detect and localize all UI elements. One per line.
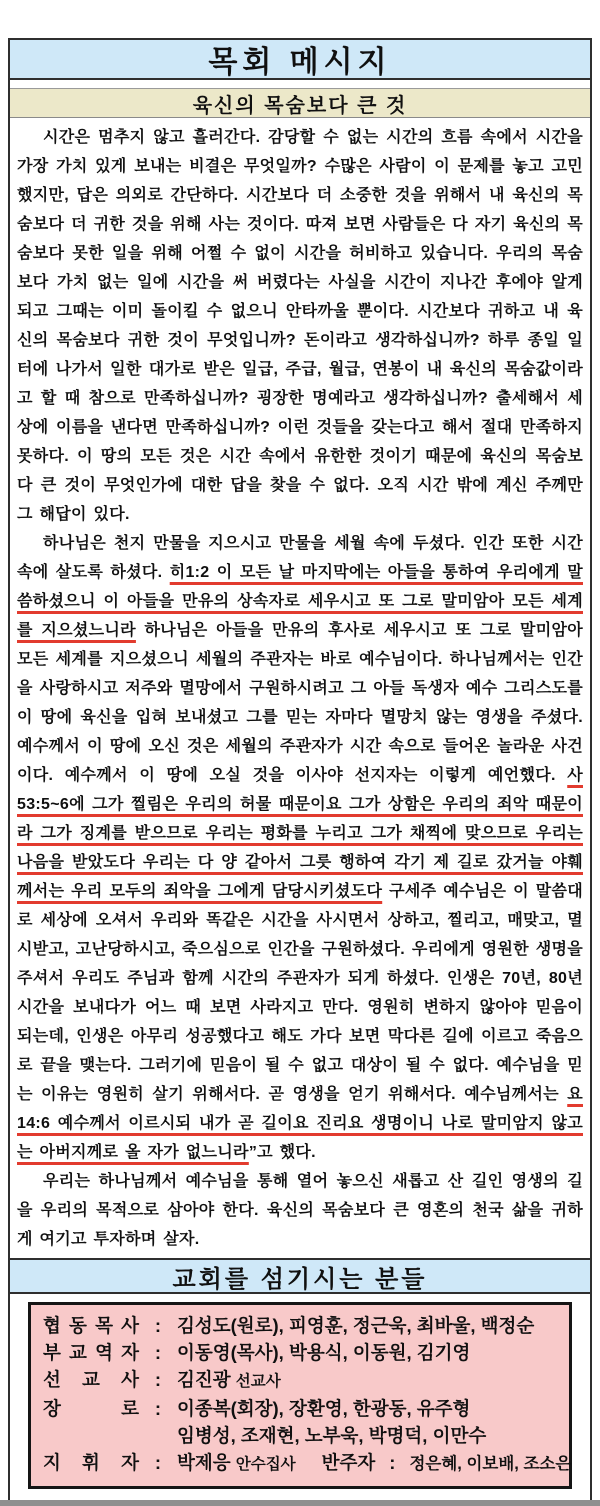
scripture-quote-john: 요14:6 예수께서 이르시되 내가 곧 길이요 진리요 생명이니 나로 말미암지 않고는 아버지께로 올 자가 없느니라 — [17, 1086, 583, 1161]
staff-role-label: 장 로 — [43, 1398, 139, 1419]
staff-area — [10, 1294, 590, 1500]
page-title: 목회 메시지 — [208, 46, 392, 79]
staff-row-associate-pastors — [43, 1312, 561, 1339]
staff-colon: : — [154, 1315, 162, 1336]
conductor-name: 박제응 — [177, 1452, 231, 1473]
staff-names — [177, 1449, 571, 1478]
staff-names — [177, 1395, 561, 1449]
staff-colon: : — [154, 1369, 162, 1390]
servants-section-bar — [10, 1258, 590, 1294]
scripture-quote-isaiah: 사53:5~6에 그가 찔림은 우리의 허물 때문이요 그가 상함은 우리의 죄악 때문이라 그가 징계를 받으므로 우리는 평화를 누리고 그가 채찍에 맞으므로 우리는 나음을 받았도다 우리는 다 양 같아서 그릇 행하여 각기 제 길로 갔거늘 야훼께서는 우리 모두의 죄악을 그에게 담당시키셨도다 — [17, 767, 583, 900]
title-gap — [10, 80, 590, 88]
conductor-title: 안수집사 — [235, 1456, 296, 1473]
staff-roster-box — [28, 1302, 572, 1489]
staff-row-assistant-ministers — [43, 1339, 561, 1366]
paragraph-1: 시간은 멈추지 않고 흘러간다. 감당할 수 없는 시간의 흐름 속에서 시간을 가장 가치 있게 보내는 비결은 무엇일까? 수많은 사람이 이 문제를 놓고 고민했지만, 답은 의외로 간단하다. 시간보다 더 소중한 것을 위해서 내 육신의 목숨보다 더 귀한 것을 위해 사는 것이다. 따져 보면 사람들은 다 자기 육신의 목숨보다 못한 일을 위해 어쩔 수 없이 시간을 허비하고 있습니다. 우리의 목숨보다 가치 없는 일에 시간을 써 버렸다는 사실을 시간이 지나간 후에야 알게 되고 그때는 이미 돌이킬 수 없으니 안타까울 뿐이다. 시간보다 귀하고 내 육신의 목숨보다 귀한 것이 무엇입니까? 돈이라고 생각하십니까? 하루 종일 일터에 나가서 일한 대가로 받은 일급, 주급, 월급, 연봉이 내 육신의 목숨값이라고 할 때 참으로 만족하십니까? 굉장한 명예라고 생각하십니까? 출세해서 세상에 이름을 낸다면 만족하십니까? 이런 것들을 갖는다고 해서 절대 만족하지 못하다. 이 땅의 모든 것은 시간 속에서 유한한 것이기 때문에 육신의 목숨보다 큰 것이 무엇인가에 대한 답을 찾을 수 없다. 오직 시간 밖에 계신 주께만 그 해답이 있다. — [17, 129, 583, 523]
staff-row-elders — [43, 1395, 561, 1449]
elders-line-2: 임병성, 조재현, 노부욱, 박명덕, 이만수 — [177, 1425, 487, 1446]
staff-colon: : — [154, 1398, 162, 1419]
staff-role-label: 선 교 사 — [43, 1369, 139, 1390]
staff-role-label: 협 동 목 사 — [43, 1315, 139, 1336]
servants-section-title: 교회를 섬기시는 분들 — [172, 1265, 428, 1293]
page-bottom-shadow — [0, 1500, 600, 1506]
sermon-title-bar — [10, 88, 590, 118]
sermon-title: 육신의 목숨보다 큰 것 — [192, 94, 408, 117]
accompanist-names: 정은혜, 이보배, 조소은 — [409, 1455, 572, 1473]
p2-text-4: ”고 했다. — [248, 1144, 316, 1161]
paragraph-2 — [17, 529, 583, 1167]
staff-row-conductor — [43, 1449, 572, 1478]
staff-colon: : — [154, 1452, 162, 1473]
staff-colon: : — [389, 1452, 396, 1473]
p2-text-3: 구세주 예수님은 이 말씀대로 세상에 오셔서 우리와 똑같은 시간을 사시면서 상하고, 찔리고, 매맞고, 멸시받고, 고난당하시고, 죽으심으로 인간을 구원하셨다. 우리에게 영원한 생명을 주셔서 우리도 주님과 함께 시간의 주관자가 되게 하셨다. 인생은 70년, 80년 시간을 보내다가 어느 때 보면 사라지고 만다. 영원히 변하지 않아야 믿음이 되는데, 인생은 아무리 성공했다고 해도 가다 보면 막다른 길에 이르고 죽음으로 끝을 맺는다. 그러기에 믿음이 될 수 없고 대상이 될 수 없다. 예수님을 믿는 이유는 영원히 살기 위해서다. 곧 영생을 얻기 위해서다. 예수님께서는 — [17, 883, 583, 1103]
accompanist-label: 반주자 — [321, 1452, 376, 1473]
staff-names: 이동영(목사), 박용식, 이동원, 김기영 — [177, 1342, 471, 1363]
p2-text-1: 하나님은 천지 만물을 지으시고 만물을 세월 속에 두셨다. 인간 또한 시간 속에 살도록 하셨다. — [17, 535, 583, 581]
staff-names: 김성도(원로), 피영훈, 정근욱, 최바울, 백정순 — [177, 1315, 535, 1336]
missionary-title: 선교사 — [235, 1373, 281, 1390]
page-title-bar — [10, 40, 590, 80]
paragraph-3: 우리는 하나님께서 예수님을 통해 열어 놓으신 새롭고 산 길인 영생의 길을 우리의 목적으로 삼아야 한다. 육신의 목숨보다 큰 영혼의 천국 삶을 귀하게 여기고 투자하며 살자. — [17, 1173, 583, 1248]
staff-row-missionary — [43, 1366, 561, 1395]
staff-colon: : — [154, 1342, 162, 1363]
scripture-quote-hebrews: 히1:2 이 모든 날 마지막에는 아들을 통하여 우리에게 말씀하셨으니 이 아들을 만유의 상속자로 세우시고 또 그로 말미암아 모든 세계를 지으셨느니라 — [17, 564, 583, 639]
elders-line-1: 이종복(회장), 장환영, 한광동, 유주형 — [177, 1398, 471, 1419]
sermon-body — [10, 118, 590, 1258]
missionary-name: 김진광 — [177, 1369, 231, 1390]
p2-text-2: 하나님은 아들을 만유의 후사로 세우시고 또 그로 말미암아 모든 세계를 지으셨으니 세월의 주관자는 바로 예수님이다. 하나님께서는 인간을 사랑하시고 저주와 멸망에서 구원하시려고 그 아들 독생자 예수 그리스도를 이 땅에 육신을 입혀 보내셨고 그를 믿는 자마다 멸망치 않는 영생을 주셨다. 예수께서 이 땅에 오신 것은 세월의 주관자가 시간 속으로 들어온 놀라운 사건이다. 예수께서 이 땅에 오실 것을 이사야 선지자는 이렇게 예언했다. — [17, 622, 584, 784]
bulletin-page — [8, 38, 592, 1500]
staff-names — [177, 1366, 561, 1395]
staff-role-label: 부 교 역 자 — [43, 1342, 139, 1363]
staff-role-label: 지 휘 자 — [43, 1452, 139, 1473]
